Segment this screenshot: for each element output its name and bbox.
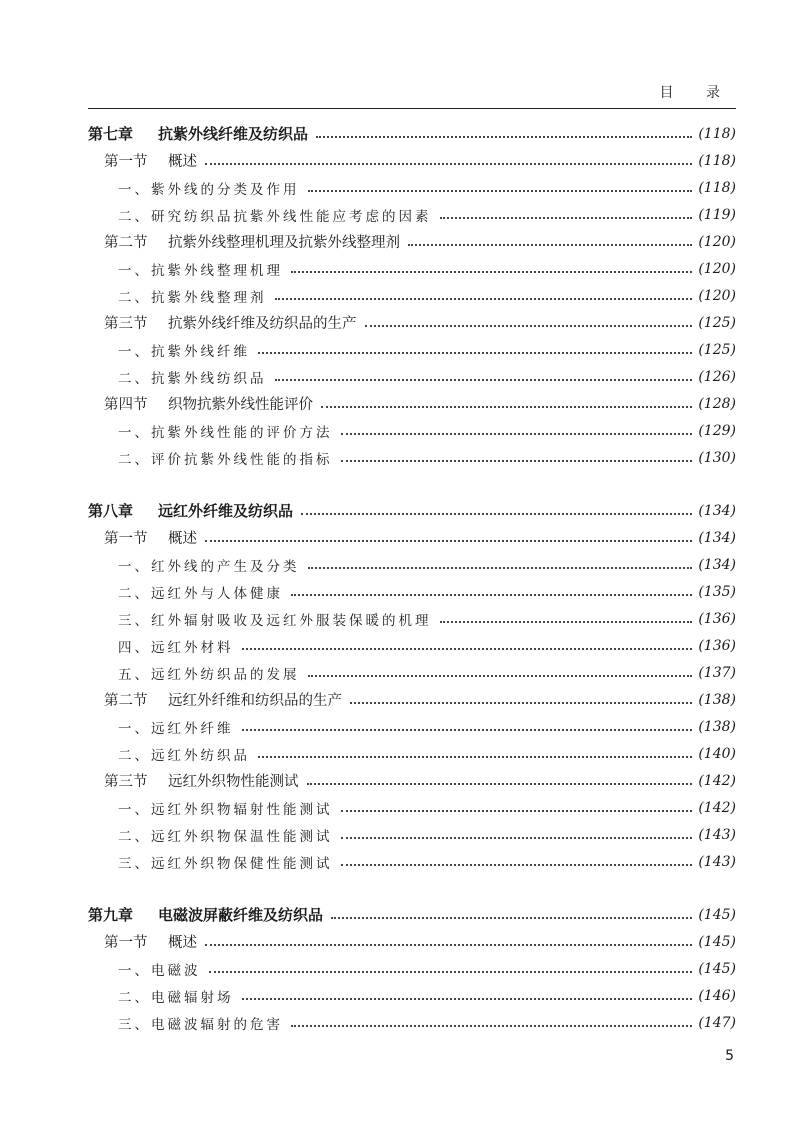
toc-section-label: 第一节 [104,154,148,170]
dot-leader [307,783,693,785]
page-number: 5 [725,1048,734,1064]
toc-page-number: (138) [698,718,736,735]
toc-item-entry[interactable] [88,605,736,632]
toc-section-label: 第四节 [104,397,148,413]
dot-leader [205,540,692,542]
toc-page-number: (142) [698,772,736,789]
toc-item-title: 二、远红外纺织品 [118,747,250,764]
toc-page-number: (120) [698,233,736,250]
toc-page-number: (126) [698,368,736,385]
toc-section-label: 第一节 [104,531,148,547]
toc-item-entry[interactable] [88,255,736,282]
toc-item-entry[interactable] [88,336,736,363]
toc-item-entry[interactable] [88,551,736,578]
toc-item-entry[interactable] [88,174,736,201]
toc-item-title: 二、评价抗紫外线性能的指标 [118,451,333,468]
dot-leader [205,944,692,946]
toc-item-title: 三、红外辐射吸收及远红外服装保暖的机理 [118,612,432,629]
dot-leader [350,702,692,704]
dot-leader [408,244,692,246]
running-header: 目 录 [659,85,734,101]
toc-page-number: (118) [698,125,736,142]
toc-item-title: 二、远红外织物保温性能测试 [118,828,333,845]
toc-section-title: 抗紫外线纤维及纺织品的生产 [168,316,357,332]
toc-section-label: 第三节 [104,774,148,790]
toc-section-title: 概述 [168,531,197,547]
dot-leader [275,379,693,381]
toc-section-title: 概述 [168,154,197,170]
toc-page-number: (137) [698,664,736,681]
toc-page-number: (147) [698,1014,736,1031]
dot-leader [341,460,693,462]
toc-item-title: 三、远红外织物保健性能测试 [118,855,333,872]
toc-page-number: (125) [698,341,736,358]
toc-item-entry[interactable] [88,982,736,1009]
toc-chapter-label: 第七章 [88,125,134,143]
toc-item-entry[interactable] [88,848,736,875]
toc-page-number: (136) [698,637,736,654]
toc-item-entry[interactable] [88,713,736,740]
toc-page-number: (143) [698,853,736,870]
toc-item-entry[interactable] [88,578,736,605]
toc-page-number: (130) [698,449,736,466]
toc-item-title: 一、红外线的产生及分类 [118,558,300,575]
dot-leader [440,621,693,623]
dot-leader [242,998,693,1000]
table-of-contents [88,120,736,1036]
toc-item-entry[interactable] [88,1009,736,1036]
dot-leader [341,433,693,435]
toc-section-entry[interactable] [88,928,736,955]
toc-item-entry[interactable] [88,632,736,659]
dot-leader [291,1025,692,1027]
toc-item-title: 二、抗紫外线纺织品 [118,370,267,387]
toc-item-title: 一、紫外线的分类及作用 [118,181,300,198]
toc-section-entry[interactable] [88,228,736,255]
toc-item-title: 一、远红外织物辐射性能测试 [118,801,333,818]
toc-page-number: (118) [698,152,736,169]
toc-section-entry[interactable] [88,309,736,336]
dot-leader [205,163,692,165]
dot-leader [308,675,693,677]
toc-item-title: 一、抗紫外线整理机理 [118,262,283,279]
toc-section-entry[interactable] [88,147,736,174]
toc-page-number: (142) [698,799,736,816]
toc-page-number: (134) [698,529,736,546]
toc-section-label: 第三节 [104,316,148,332]
dot-leader [341,864,693,866]
toc-page-number: (120) [698,260,736,277]
dot-leader [308,190,693,192]
toc-page-number: (138) [698,691,736,708]
toc-chapter-label: 第九章 [88,906,134,924]
toc-section-label: 第一节 [104,935,148,951]
toc-item-entry[interactable] [88,794,736,821]
toc-item-title: 二、研究纺织品抗紫外线性能应考虑的因素 [118,208,432,225]
toc-page-number: (136) [698,610,736,627]
toc-page-number: (134) [698,502,736,519]
toc-chapter-entry[interactable] [88,497,736,524]
toc-section-label: 第二节 [104,235,148,251]
toc-page-number: (134) [698,556,736,573]
toc-item-title: 二、抗紫外线整理剂 [118,289,267,306]
toc-page-number: (118) [698,179,736,196]
toc-item-entry[interactable] [88,821,736,848]
dot-leader [258,756,692,758]
dot-leader [209,971,693,973]
toc-section-entry[interactable] [88,390,736,417]
toc-page-number: (143) [698,826,736,843]
dot-leader [331,917,692,919]
toc-page-number: (129) [698,422,736,439]
dot-leader [365,325,693,327]
toc-section-entry[interactable] [88,686,736,713]
toc-item-title: 二、电磁辐射场 [118,989,234,1006]
toc-item-entry[interactable] [88,444,736,471]
toc-item-title: 二、远红外与人体健康 [118,585,283,602]
toc-chapter-entry[interactable] [88,120,736,147]
dot-leader [291,594,692,596]
toc-page-number: (145) [698,933,736,950]
dot-leader [258,352,692,354]
toc-page-number: (125) [698,314,736,331]
dot-leader [341,837,693,839]
toc-chapter-title: 电磁波屏蔽纤维及纺织品 [158,906,324,924]
toc-chapter-entry[interactable] [88,901,736,928]
toc-section-title: 远红外织物性能测试 [168,774,299,790]
dot-leader [440,217,693,219]
toc-item-title: 一、电磁波 [118,962,201,979]
dot-leader [242,648,693,650]
toc-section-entry[interactable] [88,767,736,794]
toc-item-entry[interactable] [88,282,736,309]
dot-leader [308,567,693,569]
toc-page-number: (145) [698,960,736,977]
toc-item-title: 一、抗紫外线纤维 [118,343,250,360]
toc-chapter-label: 第八章 [88,502,134,520]
header-rule [88,108,736,109]
dot-leader [321,406,692,408]
toc-section-label: 第二节 [104,693,148,709]
toc-item-entry[interactable] [88,740,736,767]
toc-page-number: (120) [698,287,736,304]
dot-leader [301,513,692,515]
dot-leader [291,271,692,273]
toc-item-entry[interactable] [88,659,736,686]
dot-leader [275,298,693,300]
dot-leader [341,810,693,812]
toc-page-number: (119) [698,206,736,223]
toc-item-entry[interactable] [88,201,736,228]
toc-page-number: (146) [698,987,736,1004]
toc-item-entry[interactable] [88,417,736,444]
toc-page-number: (135) [698,583,736,600]
toc-item-title: 四、远红外材料 [118,639,234,656]
toc-section-entry[interactable] [88,524,736,551]
toc-item-entry[interactable] [88,363,736,390]
toc-section-title: 远红外纤维和纺织品的生产 [168,693,342,709]
toc-chapter-title: 抗紫外线纤维及纺织品 [158,125,309,143]
toc-item-title: 三、电磁波辐射的危害 [118,1016,283,1033]
toc-item-title: 一、远红外纤维 [118,720,234,737]
toc-section-title: 抗紫外线整理机理及抗紫外线整理剂 [168,235,400,251]
toc-chapter-title: 远红外纤维及纺织品 [158,502,294,520]
dot-leader [316,136,692,138]
dot-leader [242,729,693,731]
toc-page-number: (140) [698,745,736,762]
toc-item-title: 一、抗紫外线性能的评价方法 [118,424,333,441]
toc-section-title: 概述 [168,935,197,951]
toc-page-number: (145) [698,906,736,923]
toc-page-number: (128) [698,395,736,412]
toc-item-entry[interactable] [88,955,736,982]
toc-section-title: 织物抗紫外线性能评价 [168,397,313,413]
toc-item-title: 五、远红外纺织品的发展 [118,666,300,683]
